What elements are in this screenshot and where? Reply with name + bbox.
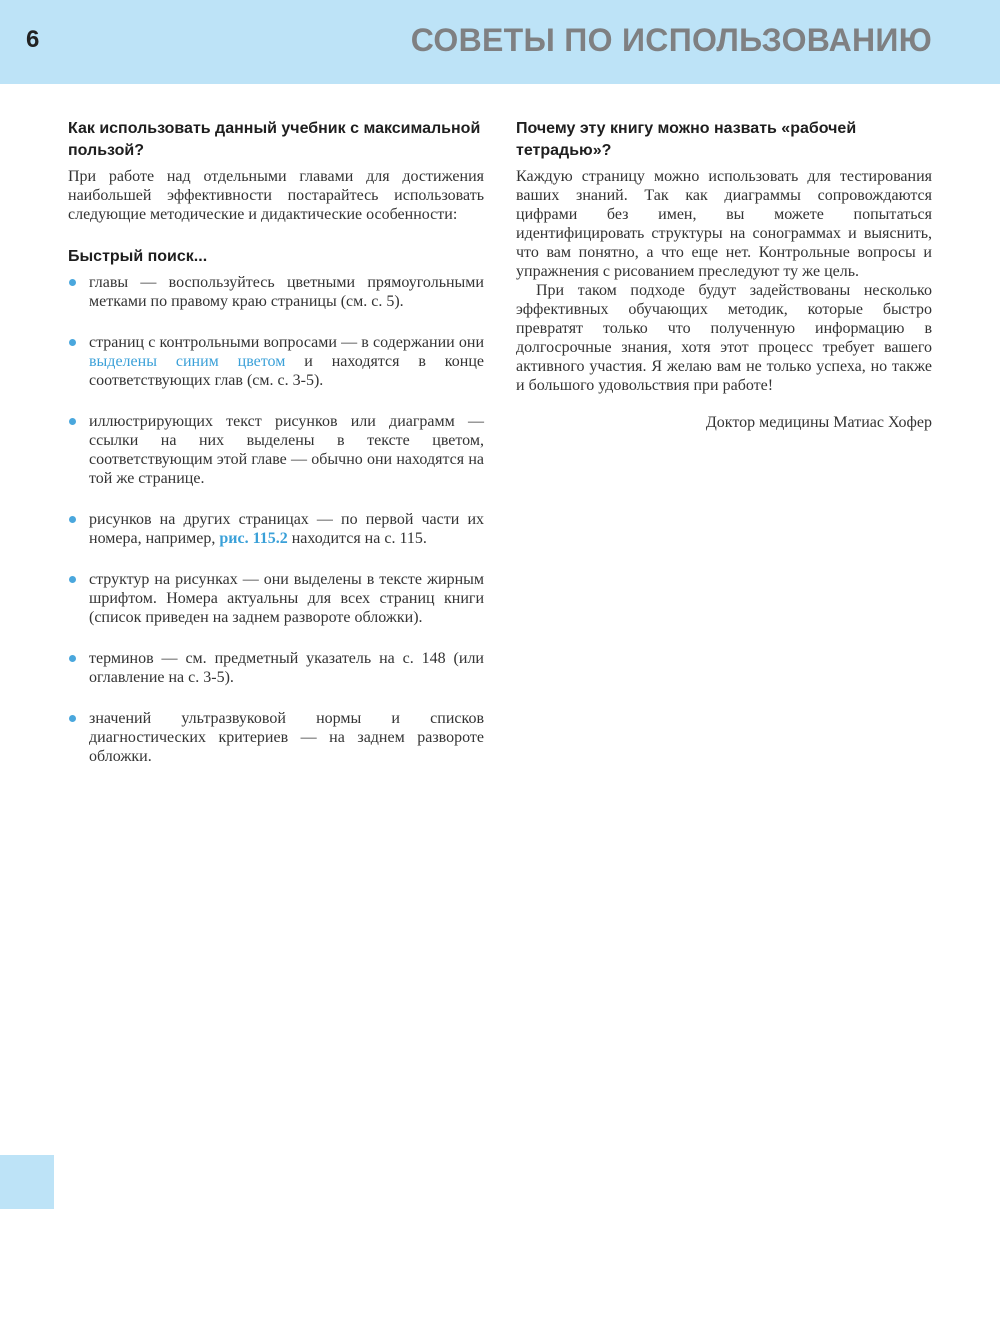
bullet-icon — [69, 339, 76, 346]
list-item-text: терминов — см. предметный указатель на с. 148 (или оглавление на с. 3-5). — [89, 650, 484, 686]
chapter-tab-marker — [0, 1155, 54, 1209]
list-item-text: значений ультразвуковой нормы и списков диагностических критериев — на заднем развороте обложки. — [89, 710, 484, 765]
list-item — [68, 649, 484, 687]
section-heading-workbook: Почему эту книгу можно назвать «рабочей тетрадью»? — [516, 120, 857, 159]
list-item — [68, 510, 484, 548]
list-item — [68, 333, 484, 390]
workbook-paragraph-1: Каждую страницу можно использовать для тестирования ваших знаний. Так как диаграммы сопровождаются цифрами без имен, вы можете попытаться идентифицировать структуры на сонограммах и выяснить, что вам понятно, а что еще нет. Контрольные вопросы и упражнения с рисованием преследуют ту же цель. — [516, 168, 932, 280]
list-item-text: и находятся в конце соответствующих глав (см. с. 3-5). — [89, 353, 484, 389]
list-item-text: находится на с. 115. — [287, 530, 427, 547]
bullet-icon — [69, 576, 76, 583]
list-item — [68, 570, 484, 627]
left-column — [68, 118, 484, 788]
list-item-text: рисунков на других страницах — по первой части их номера, например, — [89, 511, 484, 547]
page-title: СОВЕТЫ ПО ИСПОЛЬЗОВАНИЮ — [410, 22, 932, 58]
page-number: 6 — [26, 26, 40, 53]
bullet-icon — [69, 655, 76, 662]
workbook-paragraph-2: При таком подходе будут задействованы несколько эффективных обучающих методик, которые быстро превратят только что полученную информацию в долгосрочные знания, хотя этот процесс требует вашего активного участия. Я желаю вам не только успеха, но также и большого удовольствия при работе! — [516, 282, 932, 394]
quick-search-list — [68, 273, 484, 766]
bullet-icon — [69, 715, 76, 722]
list-item — [68, 273, 484, 311]
author-signature: Доктор медицины Матиас Хофер — [705, 414, 932, 431]
list-item — [68, 709, 484, 766]
intro-paragraph: При работе над отдельными главами для достижения наибольшей эффективности постарайтесь использовать следующие методические и дидактические особенности: — [68, 168, 484, 223]
list-item-text: страниц с контрольными вопросами — в содержании они — [89, 334, 484, 351]
list-item-text: главы — воспользуйтесь цветными прямоугольными метками по правому краю страницы (см. с. 5). — [89, 274, 484, 310]
bullet-icon — [69, 418, 76, 425]
right-column — [516, 118, 932, 432]
list-item — [68, 412, 484, 488]
figure-reference-link[interactable]: рис. 115.2 — [219, 530, 288, 547]
bullet-icon — [69, 279, 76, 286]
quick-search-heading: Быстрый поиск... — [68, 248, 208, 265]
list-item-text: иллюстрирующих текст рисунков или диаграмм — ссылки на них выделены в тексте цветом, соответствующим этой главе — обычно они находятся на той же странице. — [89, 413, 484, 487]
page-header — [0, 0, 1000, 84]
highlighted-text: выделены синим цветом — [89, 353, 286, 370]
section-heading-how-to-use: Как использовать данный учебник с максимальной пользой? — [68, 120, 481, 159]
bullet-icon — [69, 516, 76, 523]
list-item-text: структур на рисунках — они выделены в тексте жирным шрифтом. Номера актуальны для всех страниц книги (список приведен на заднем развороте обложки). — [89, 571, 484, 626]
